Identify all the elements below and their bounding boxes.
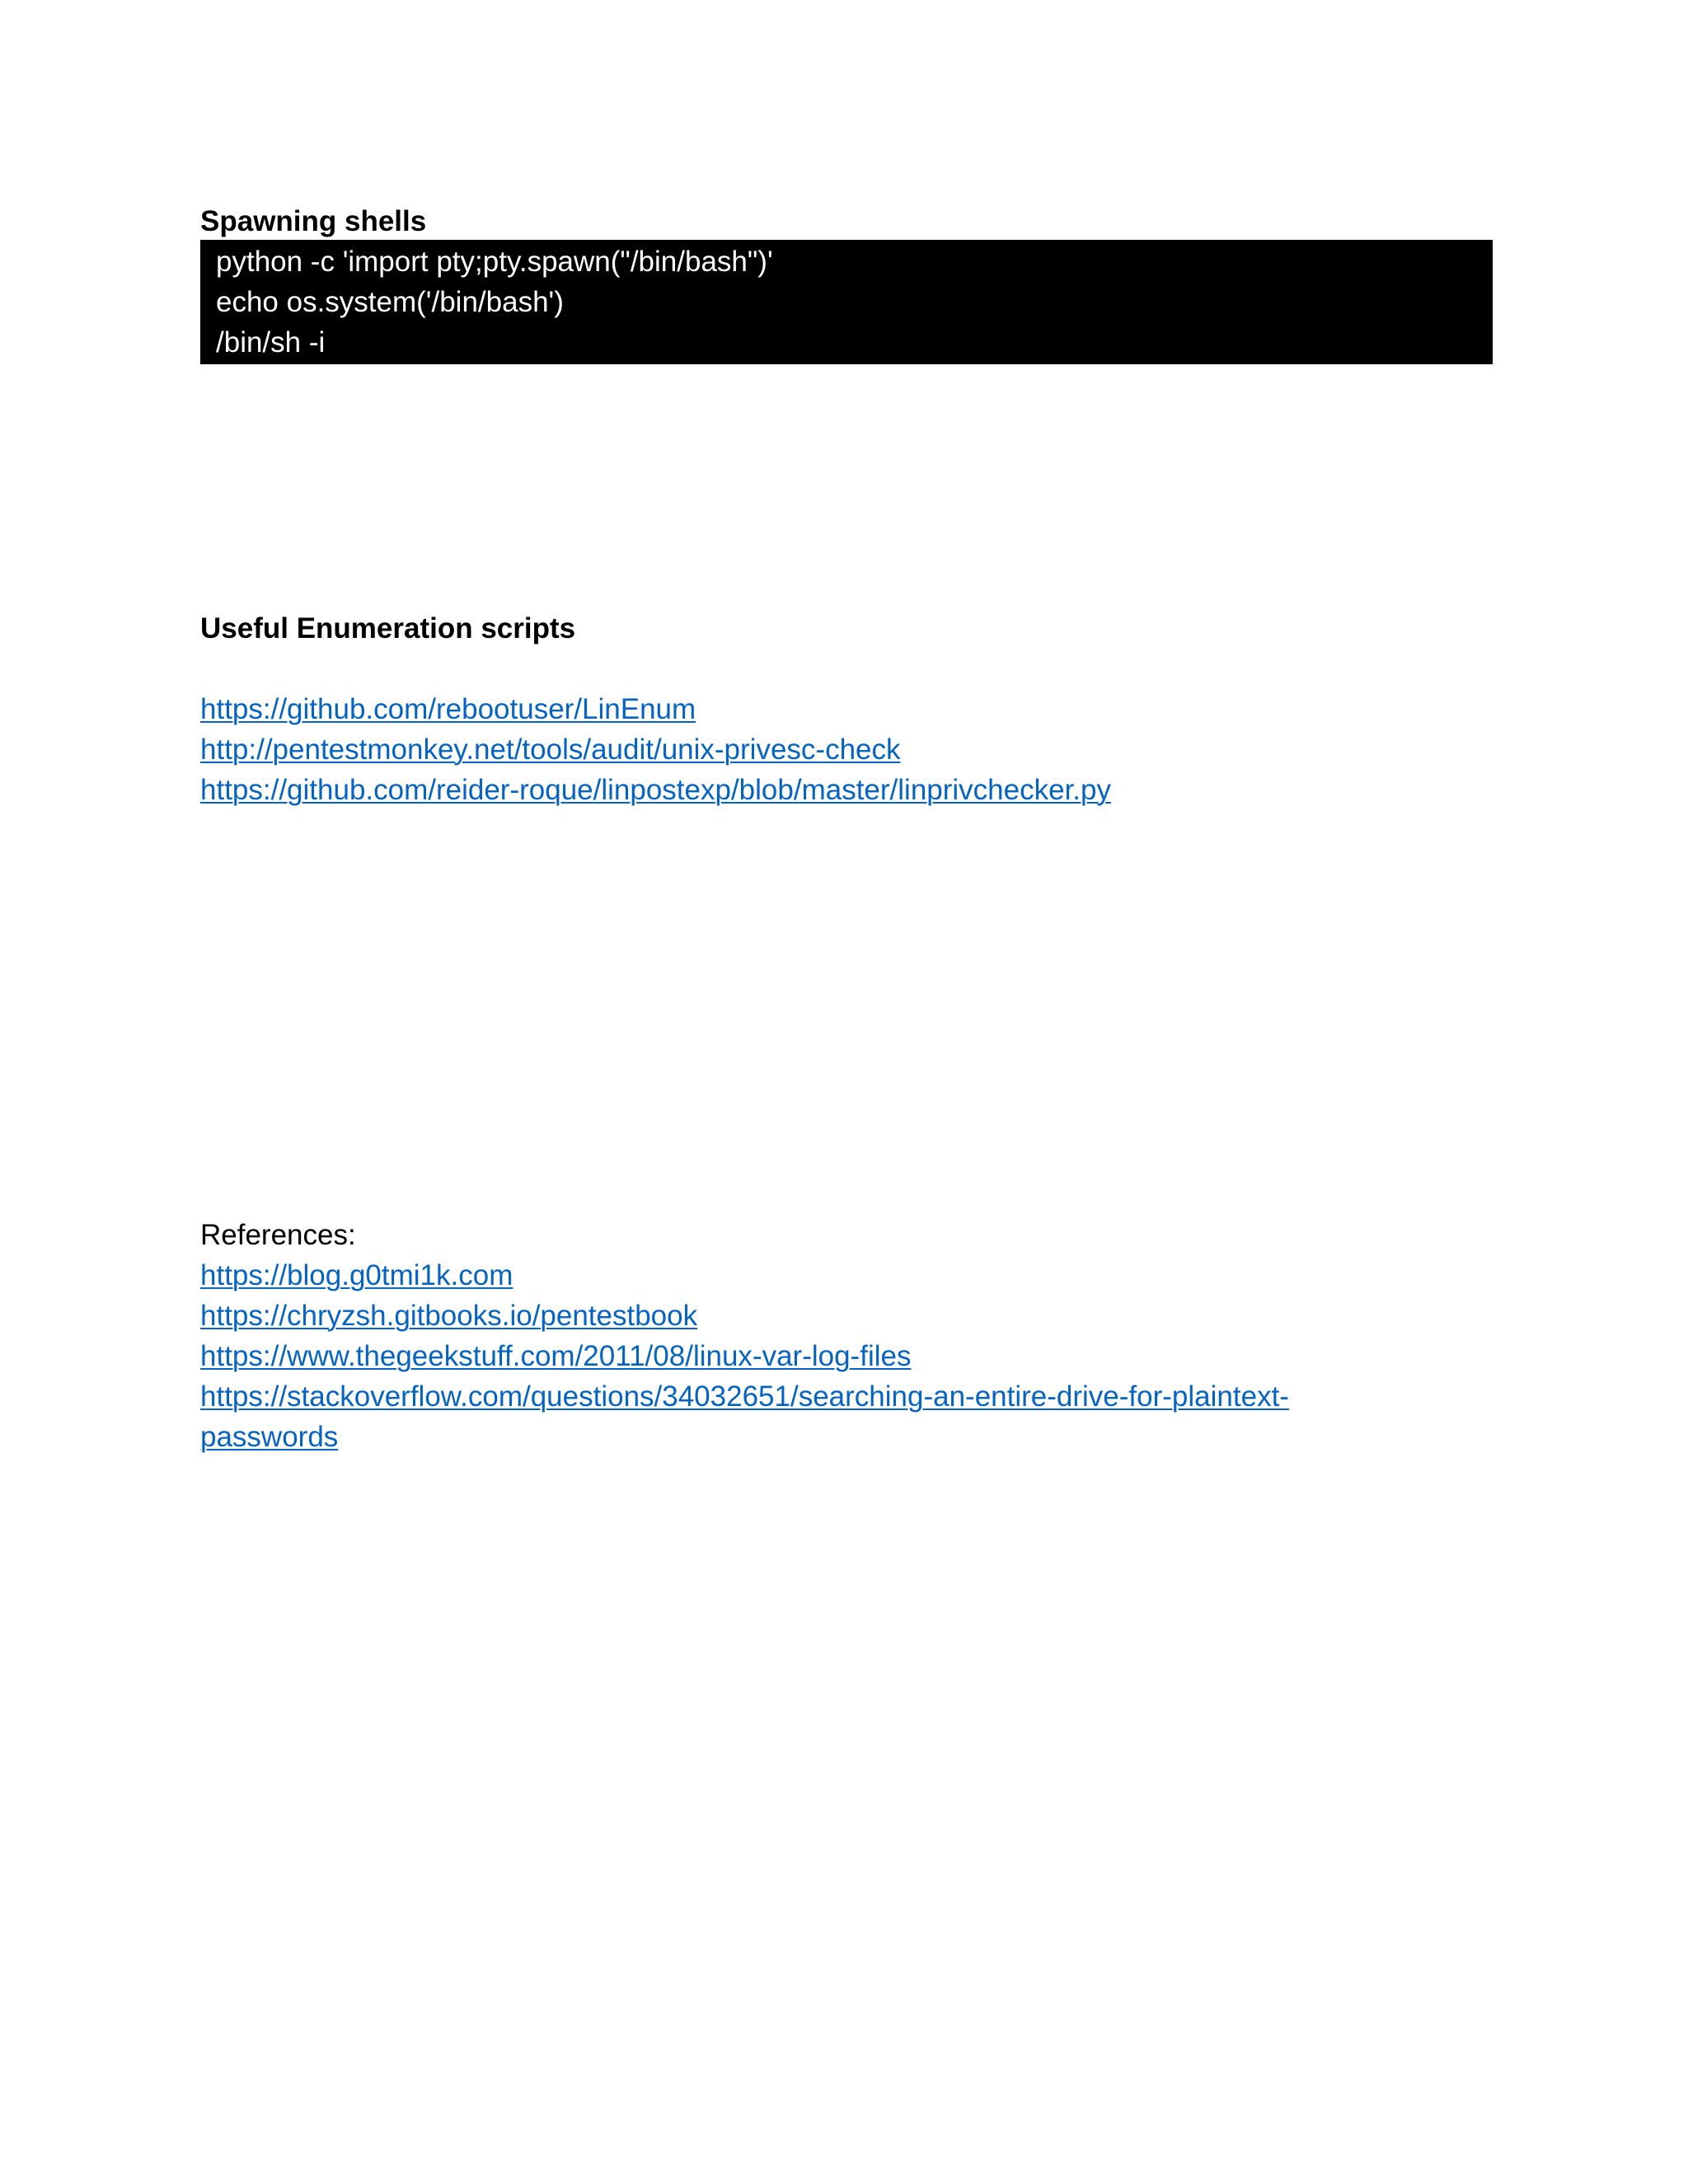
reference-link-g0tmi1k[interactable]: https://blog.g0tmi1k.com [200, 1259, 513, 1291]
spawning-shells-heading: Spawning shells [200, 205, 427, 237]
reference-link-stackoverflow-continued[interactable]: passwords [200, 1421, 339, 1453]
enumeration-heading: Useful Enumeration scripts [200, 612, 576, 644]
code-line: python -c 'import pty;pty.spawn("/bin/bash")' [216, 246, 773, 278]
reference-link-thegeekstuff[interactable]: https://www.thegeekstuff.com/2011/08/linux-var-log-files [200, 1340, 912, 1372]
enumeration-link-unix-privesc-check[interactable]: http://pentestmonkey.net/tools/audit/unix-privesc-check [200, 733, 901, 766]
references-label: References: [200, 1219, 356, 1251]
code-line: echo os.system('/bin/bash') [216, 286, 564, 318]
enumeration-link-linprivchecker[interactable]: https://github.com/reider-roque/linpostexp/blob/master/linprivchecker.py [200, 774, 1111, 806]
code-block [200, 240, 1493, 364]
code-line: /bin/sh -i [216, 326, 326, 359]
reference-link-pentestbook[interactable]: https://chryzsh.gitbooks.io/pentestbook [200, 1300, 698, 1332]
reference-link-stackoverflow[interactable]: https://stackoverflow.com/questions/34032651/searching-an-entire-drive-for-plaintext- [200, 1380, 1289, 1413]
enumeration-link-linenum[interactable]: https://github.com/rebootuser/LinEnum [200, 693, 696, 725]
